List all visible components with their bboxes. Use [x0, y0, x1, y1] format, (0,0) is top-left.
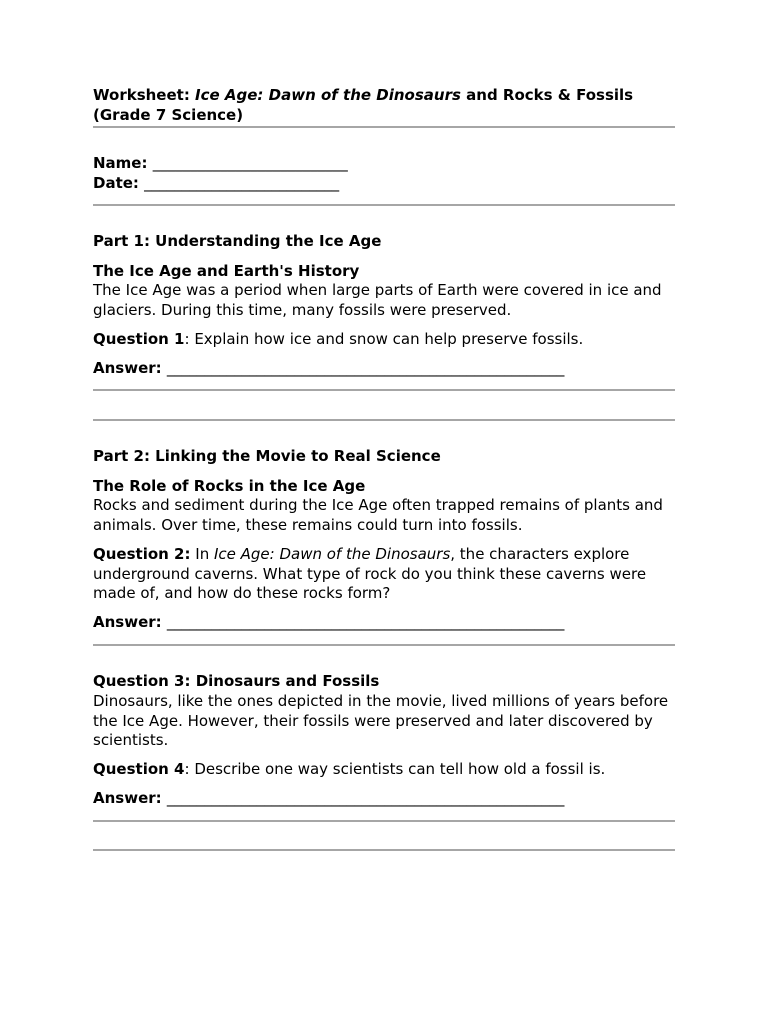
name-label: Name:: [93, 154, 153, 172]
name-field[interactable]: __________________________: [152, 154, 348, 172]
answer-label: Answer:: [93, 789, 167, 807]
answer-label: Answer:: [93, 613, 167, 631]
part1-paragraph: The Ice Age was a period when large parts of Earth were covered in ice and glaciers. During this time, many fossils were preserved.: [93, 281, 662, 319]
part2-title: Part 2: Linking the Movie to Real Science: [93, 447, 441, 465]
question-2: [93, 545, 675, 604]
question-1-text: : Explain how ice and snow can help preserve fossils.: [184, 330, 584, 348]
answer-line: [93, 389, 675, 391]
question-2-label: Question 2:: [93, 545, 191, 563]
answer-2: [93, 613, 675, 633]
question-3-title: Question 3: Dinosaurs and Fossils: [93, 672, 380, 690]
answer-label: Answer:: [93, 359, 167, 377]
question-4-label: Question 4: [93, 760, 185, 778]
answer-2-field[interactable]: _____________________________________________________: [166, 613, 565, 631]
answer-1: [93, 359, 675, 379]
worksheet-title: [93, 86, 675, 125]
title-movie: Ice Age: Dawn of the Dinosaurs: [195, 86, 461, 104]
question-4: [93, 760, 675, 780]
date-field[interactable]: __________________________: [144, 173, 340, 192]
answer-line: [93, 849, 675, 851]
answer-1-field[interactable]: _____________________________________________________: [166, 359, 565, 377]
question-2-movie: Ice Age: Dawn of the Dinosaurs: [213, 545, 451, 563]
part2-subtitle: The Role of Rocks in the Ice Age: [93, 477, 366, 495]
title-grade: (Grade 7 Science): [93, 105, 244, 124]
answer-4-field[interactable]: _____________________________________________________: [166, 789, 565, 807]
answer-line: [93, 820, 675, 822]
answer-line: [93, 644, 675, 646]
part2-paragraph: Rocks and sediment during the Ice Age often trapped remains of plants and animals. Over time, these remains could turn into fossils.: [93, 496, 663, 534]
title-prefix: Worksheet:: [93, 86, 196, 104]
question-1-label: Question 1: [93, 330, 185, 348]
part1-subtitle: The Ice Age and Earth's History: [93, 262, 360, 280]
question-2-pre: In: [190, 545, 214, 563]
answer-4: [93, 789, 675, 809]
question-2-text: , the characters explore underground caverns. What type of rock do you think these caverns were made of, and how do these rocks form?: [93, 545, 647, 602]
part1-title: Part 1: Understanding the Ice Age: [93, 232, 382, 250]
date-label: Date:: [93, 173, 145, 192]
question-1: [93, 330, 675, 350]
divider: [93, 126, 675, 128]
answer-line: [93, 419, 675, 421]
divider: [93, 204, 675, 206]
part3-paragraph: Dinosaurs, like the ones depicted in the movie, lived millions of years before the Ice Age. However, their fossils were preserved and later discovered by scientists.: [93, 692, 669, 749]
student-info: [93, 154, 675, 193]
question-4-text: : Describe one way scientists can tell how old a fossil is.: [184, 760, 606, 778]
title-suffix: and Rocks & Fossils: [460, 86, 634, 104]
